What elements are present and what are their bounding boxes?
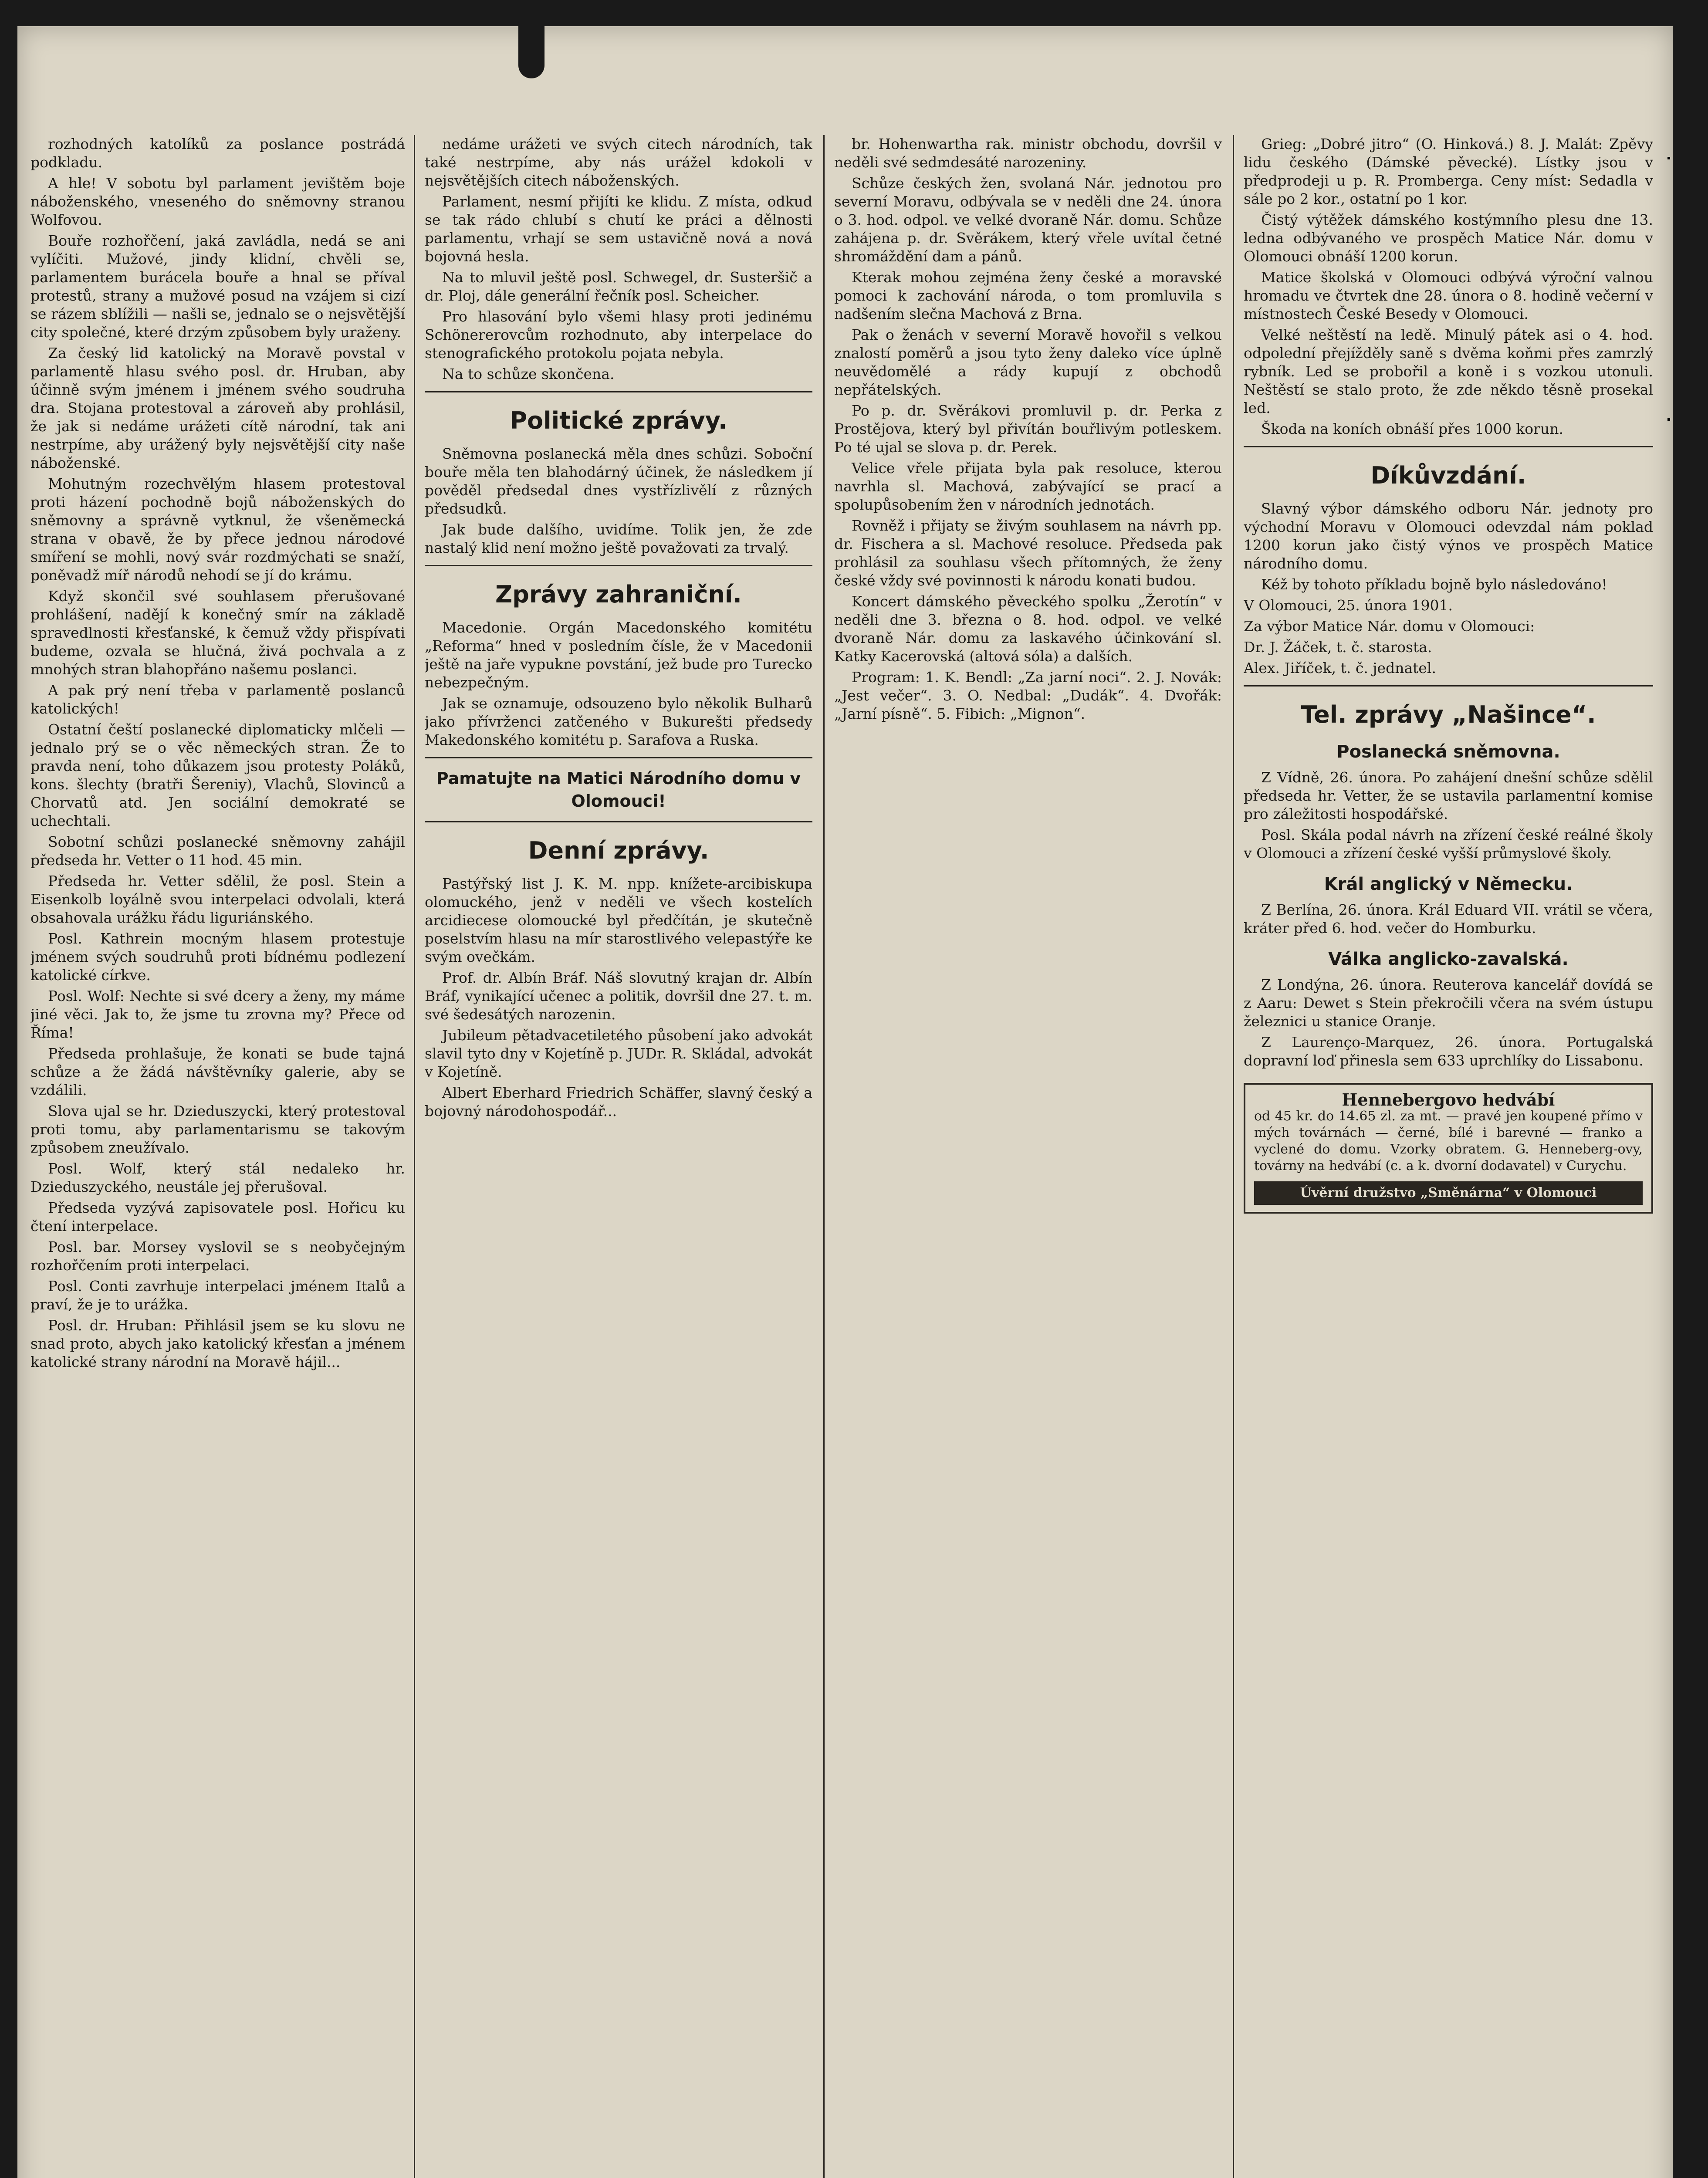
paragraph: Posl. Skála podal návrh na zřízení české reálné školy v Olomouci a zřízení české vyšší průmyslové školy. [1244,826,1653,862]
paragraph: Velké neštěstí na ledě. Minulý pátek asi o 4. hod. odpolední přejížděly saně s dvěma koňmi přes zamrzlý rybník. Led se probořil a koně i s vozkou utonuli. Neštěstí se stalo proto, že zde někdo těsně prosekal led. [1244,326,1653,416]
paragraph: A hle! V sobotu byl parlament jevištěm boje náboženského, vneseného do sněmovny stranou Wolfovou. [30,175,405,228]
paragraph: Pastýřský list J. K. M. npp. knížete-arcibiskupa olomuckého, jenž v neděli ve všech kostelích arcidiecese olomoucké byl předčítán, je skutečně poselstvím hlasu na mír starostlivého velepastýře ke svým ovečkám. [425,875,812,965]
sub-heading: Král anglický v Německu. [1324,874,1573,894]
paragraph: Mohutným rozechvělým hlasem protestoval proti házení pochodně bojů náboženských do sněmovny a správně vytknul, že všeněmecká strana v obavě, že by přece jednou národové smíření se mohli, nový svár rozdmýchati se snaží, poněvadž míř národů nehodí se jí do krámu. [30,475,405,584]
advertisement [1244,1083,1653,1214]
divider [425,565,812,566]
divider [425,821,812,822]
paragraph: Grieg: „Dobré jitro“ (O. Hinková.) 8. J. Malát: Zpěvy lidu českého (Dámské pěvecké). Lístky jsou v předprodeji u p. R. Promberga. Ceny míst: Sedadla v sále po 2 kor., ostatní po 1 kor. [1244,135,1653,207]
paragraph: Z Londýna, 26. února. Reuterova kancelář dovídá se z Aaru: Dewet s Stein překročili včera na svém ústupu železnici u stanice Oranje. [1244,976,1653,1030]
paragraph: Z Vídně, 26. února. Po zahájení dnešní schůze sdělil předseda hr. Vetter, že se ustavila parlamentní komise pro záležitosti hospodářské. [1244,769,1653,822]
thanks-heading: Díkůvzdání. [1370,462,1526,489]
paragraph: Předseda vyzývá zapisovatele posl. Hořicu ku čtení interpelace. [30,1199,405,1234]
torn-edge-icon [518,26,545,78]
paragraph: Koncert dámského pěveckého spolku „Žerotín“ v neděli dne 3. března o 8. hod. odpol. ve velké dvoraně Nár. domu za laskavého účinkování sl. Katky Kacerovská (altová sóla) a dalších. [834,593,1222,665]
ad-body: od 45 kr. do 14.65 zl. za mt. — pravé jen koupené přímo v mých továrnách — černé, bílé i barevné — franko a vyclené do domu. Vzorky obratem. G. Henneberg-ovy, továrny na hedvábí (c. a k. dvorní dodavatel) v Curychu. [1254,1109,1643,1174]
politics-heading: Politické zprávy. [510,407,727,434]
paragraph: Sobotní schůzi poslanecké sněmovny zahájil předseda hr. Vetter o 11 hod. 45 min. [30,833,405,869]
divider [1244,685,1653,687]
paragraph: Rovněž i přijaty se živým souhlasem na návrh pp. dr. Fischera a sl. Machové resoluce. Předseda pak prohlásil za souhlasu všech přítomných, že ženy české vždy své povinnosti k národu konati budou. [834,517,1222,589]
signature: Dr. J. Žáček, t. č. starosta. [1244,639,1432,656]
divider [1244,446,1653,447]
margin-dot [1667,418,1670,421]
paragraph: br. Hohenwartha rak. ministr obchodu, dovršil v neděli své sedmdesáté narozeniny. [834,135,1222,171]
signature: Alex. Jiříček, t. č. jednatel. [1244,659,1436,676]
daily-heading: Denní zprávy. [528,837,709,864]
foreign-heading: Zprávy zahraniční. [495,581,742,608]
paragraph: Posl. dr. Hruban: Přihlásil jsem se ku slovu ne snad proto, abych jako katolický křesťan a jménem katolické strany národní na Moravě hájil... [30,1317,405,1370]
paragraph: Macedonie. Orgán Macedonského komitétu „Reforma“ hned v posledním čísle, že v Macedonii ještě na jaře vypukne povstání, jež bude pro Turecko nebezpečným. [425,619,812,691]
paragraph: Kéž by tohoto příkladu bojně bylo následováno! [1261,576,1607,593]
paragraph: Za český lid katolický na Moravě povstal v parlamentě hlasu svého posl. dr. Hruban, aby účinně svým jménem i jménem svého soudruha dra. Stojana protestoval a zároveň aby prohlásil, že jak si nedáme urážeti cítě národní, tak ani nestrpíme, aby urážený byly nejsvětější city naše náboženské. [30,345,405,471]
paragraph: Když skončil své souhlasem přerušované prohlášení, nadějí k konečný smír na základě spravedlnosti křesťanské, k čemuž vždy přispívati budeme, ozvala se hlučná, živá pochvala a z mnohých stran blahopřáno našemu poslanci. [30,588,405,678]
paragraph: rozhodných katolíků za poslance postrádá podkladu. [30,135,405,171]
paragraph: Posl. Wolf: Nechte si své dcery a ženy, my máme jiné věci. Jak to, že jsme tu zrovna my? Přece od Říma! [30,988,405,1041]
column-3 [834,135,1222,2178]
paragraph: Jak se oznamuje, odsouzeno bylo několik Bulharů jako přívrženci zatčeného v Bukurešti předsedy Makedonského komitétu p. Sarafova a Ruska. [425,695,812,748]
paragraph: Matice školská v Olomouci odbývá výroční valnou hromadu ve čtvrtek dne 28. února o 8. hodině večerní v místnostech České Besedy v Olomouci. [1244,269,1653,322]
paragraph: Posl. Conti zavrhuje interpelaci jménem Italů a praví, že je to urážka. [30,1278,405,1313]
paragraph: Posl. bar. Morsey vyslovil se s neobyčejným rozhořčením proti interpelaci. [30,1238,405,1274]
paragraph: Ostatní čeští poslanecké diplomaticky mlčeli — jednalo prý se o věc německých stran. Že to pravda není, toho důkazem jsou protesty Poláků, kons. šlechty (bratři Šereniy), Vlachů, Slovinců a Chorvatů atd. Jen sociální demokraté se uchechtali. [30,721,405,829]
paragraph: Pro hlasování bylo všemi hlasy proti jedinému Schönererovcům rozhodnuto, aby interpelace do stenografického protokolu pojata nebyla. [425,308,812,362]
paragraph: nedáme urážeti ve svých citech národních, tak také nestrpíme, aby nás urážel kdokoli v nejsvětějších citech náboženských. [425,135,812,189]
paragraph: Slavný výbor dámského odboru Nár. jednoty pro východní Moravu v Olomouci odevzdal nám poklad 1200 korun jako čistý výnos ve prospěch Matice národního domu. [1244,500,1653,572]
paragraph: Pak o ženách v severní Moravě hovořil s velkou znalostí poměrů a jsou tyto ženy daleko více úplně neuvědomělé a rády kupují z obchodů nepřátelských. [834,326,1222,398]
paragraph: Schůze českých žen, svolaná Nár. jednotou pro severní Moravu, odbývala se v neděli dne 24. února o 3. hod. odpol. ve velké dvoraně Nár. domu. Schůze zahájena p. dr. Svěrákem, který vřele uvítal četné shromáždění dam a pánů. [834,175,1222,265]
sub-heading: Válka anglicko-zavalská. [1328,949,1569,969]
paragraph: Kterak mohou zejména ženy české a moravské pomoci k zachování národa, o tom promluvila s nadšením slečna Machová z Brna. [834,269,1222,322]
sign-label: Za výbor Matice Nár. domu v Olomouci: [1244,618,1535,635]
sub-heading: Poslanecká sněmovna. [1336,742,1560,762]
margin-dot [1667,157,1670,159]
paragraph: Parlament, nesmí přijíti ke klidu. Z místa, odkud se tak rádo chlubí s chutí ke práci a dělnosti parlamentu, vrhají se sem ustavičně nová a nová bojovná hesla. [425,193,812,265]
ad-title: Hennebergovo hedvábí [1342,1090,1555,1109]
notice-box: Pamatujte na Matici Národního domu v Olomouci! [436,769,801,811]
paragraph: Z Berlína, 26. února. Král Eduard VII. vrátil se včera, kráter před 6. hod. večer do Homburku. [1244,901,1653,937]
paragraph: Slova ujal se hr. Dzieduszycki, který protestoval proti tomu, aby parlamentarismu se takovým způsobem zneužívalo. [30,1103,405,1156]
paragraph: Předseda hr. Vetter sdělil, že posl. Stein a Eisenkolb loyálně svou interpelaci odvolali, která obsahovala urážku řádu liguriánského. [30,873,405,926]
column-divider [1233,135,1234,2178]
ad-bar: Úvěrní družstvo „Směnárna“ v Olomouci [1254,1181,1643,1205]
paragraph: Velice vřele přijata byla pak resoluce, kterou navrhla sl. Machová, zabývající se prací a spolupůsobením žen v národních jednotách. [834,460,1222,513]
column-divider [823,135,825,2178]
column-1 [30,135,405,2178]
column-divider [414,135,415,2178]
paragraph: Po p. dr. Svěrákovi promluvil p. dr. Perka z Prostějova, který byl přivítán bouřlivým potleskem. Po té ujal se slova p. dr. Perek. [834,402,1222,456]
newspaper-page [17,26,1673,2178]
telegram-heading: Tel. zprávy „Našince“. [1301,701,1596,728]
date-line: V Olomouci, 25. února 1901. [1244,597,1453,614]
paragraph: Program: 1. K. Bendl: „Za jarní noci“. 2. J. Novák: „Jest večer“. 3. O. Nedbal: „Dudák“. 4. Dvořák: „Jarní písně“. 5. Fibich: „Mignon“. [834,669,1222,722]
paragraph: Z Laurenço-Marquez, 26. února. Portugalská dopravní loď přinesla sem 633 uprchlíky do Lissabonu. [1244,1034,1653,1069]
paragraph: Čistý výtěžek dámského kostýmního plesu dne 13. ledna odbývaného ve prospěch Matice Nár. domu v Olomouci obnáší 1200 korun. [1244,211,1653,265]
paragraph: Jubileum pětadvacetiletého působení jako advokát slavil tyto dny v Kojetíně p. JUDr. R. Skládal, advokát v Kojetíně. [425,1027,812,1080]
paragraph: Na to mluvil ještě posl. Schwegel, dr. Susteršič a dr. Ploj, dále generální řečník posl. Scheicher. [425,269,812,304]
paragraph: Bouře rozhořčení, jaká zavládla, nedá se ani vylíčiti. Mužové, jindy klidní, chvěli se, parlamentem burácela bouře a hnal se příval protestů, strany a mužové posud na vzájem si cizí se rázem sblížili — našli se, jednalo se o nejsvětější city společné, které drzým způsobem byly uraženy. [30,232,405,341]
paragraph: Na to schůze skončena. [442,365,615,382]
paragraph: Prof. dr. Albín Bráf. Náš slovutný krajan dr. Albín Bráf, vynikající učenec a politik, dovršil dne 27. t. m. své šedesátých narozenin. [425,969,812,1023]
paragraph: Sněmovna poslanecká měla dnes schůzi. Soboční bouře měla ten blahodárný účinek, že následkem jí pověděl předsedal dnes vystřízlivělí z různých předsudků. [425,445,812,517]
column-2 [425,135,812,2178]
paragraph: Předseda prohlašuje, že konati se bude tajná schůze a že žádá návštěvníky galerie, aby se vzdálili. [30,1045,405,1099]
paragraph: Škoda na koních obnáší přes 1000 korun. [1261,420,1563,437]
divider [425,391,812,392]
column-4 [1244,135,1653,2178]
paragraph: Albert Eberhard Friedrich Schäffer, slavný český a bojovný národohospodář... [425,1084,812,1119]
paragraph: Posl. Wolf, který stál nedaleko hr. Dzieduszyckého, neustále jej přerušoval. [30,1160,405,1195]
paragraph: Posl. Kathrein mocným hlasem protestuje jménem svých soudruhů proti bídnému podlezení katolické církve. [30,930,405,984]
paragraph: A pak prý není třeba v parlamentě poslanců katolických! [30,682,405,717]
divider [425,757,812,758]
paragraph: Jak bude dalšího, uvidíme. Tolik jen, že zde nastalý klid není možno ještě považovati za trvalý. [425,521,812,556]
